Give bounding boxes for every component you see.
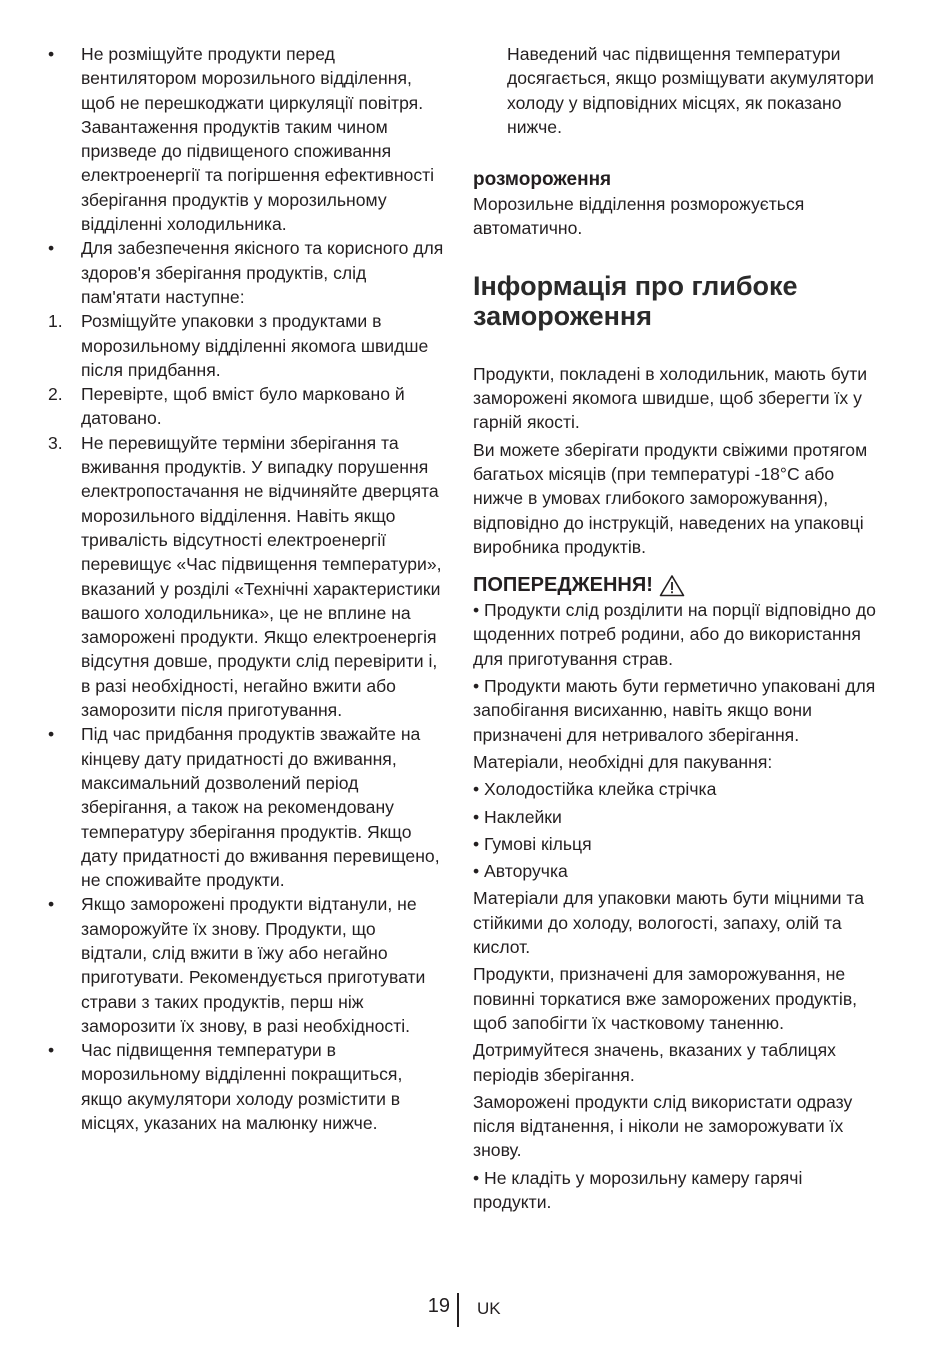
paragraph: • Продукти мають бути герметично упаковані для запобігання висиханню, навіть якщо вони призначені для нетривалого зберігання. — [473, 676, 876, 745]
defrost-heading: розмороження — [473, 169, 612, 191]
list-marker: 2. — [48, 384, 63, 405]
list-item-text: Розміщуйте упаковки з продуктами в морозильному відділенні якомога швидше після придбання. — [81, 311, 429, 380]
list-item-text: Не перевищуйте терміни зберігання та вживання продуктів. У випадку порушення електропостачання не відчиняйте дверцята морозильного відділення. Навіть якщо тривалість відсутності електроенергії перевищує «Час підвищення температури», вказаний у розділі «Технічні характеристики вашого холодильника», це не вплине на заморожені продукти. Якщо електроенергія відсутня довше, продукти слід перевірити і, в разі необхідності, негайно вжити або заморозити після приготування. — [81, 432, 442, 721]
paragraph: Заморожені продукти слід використати одразу після відтанення, і ніколи не заморожувати їх знову. — [473, 1091, 853, 1161]
paragraph: Матеріали для упаковки мають бути міцними та стійкими до холоду, вологості, запаху, олій та кислот. — [473, 888, 864, 958]
list-item-text: Якщо заморожені продукти відтанули, не заморожуйте їх знову. Продукти, що відтали, слід вжити в їжу або негайно приготувати. Рекомендується приготувати страви з таких продуктів, перш ніж заморозити їх знову, в разі необхідності. — [81, 894, 426, 1036]
list-marker: • — [48, 1040, 55, 1061]
list-marker: • — [48, 44, 55, 64]
left-column — [45, 42, 445, 1135]
warning-triangle-icon — [659, 574, 685, 597]
list-item — [45, 309, 445, 382]
list-item-text: Час підвищення температури в морозильному відділенні покращиться, якщо акумулятори холоду розмістити в місцях, указаних на малюнку нижче. — [81, 1040, 403, 1134]
paragraph: • Наклейки — [473, 806, 562, 827]
warning-heading — [473, 572, 878, 598]
page-footer — [0, 1293, 950, 1327]
list-item — [45, 431, 445, 723]
warning-label: ПОПЕРЕДЖЕННЯ! — [473, 574, 653, 597]
paragraph: Продукти, покладені в холодильник, мають бути заморожені якомога швидше, щоб зберегти їх у гарній якості. — [473, 363, 868, 433]
footer-divider — [457, 1293, 459, 1327]
paragraph: • Продукти слід розділити на порції відповідно до щоденних потреб родини, або до використання для приготування страв. — [473, 600, 876, 669]
paragraph: • Гумові кільця — [473, 833, 592, 854]
paragraph: • Не кладіть у морозильну камеру гарячі продукти. — [473, 1167, 803, 1212]
defrost-text: Морозильне відділення розморожується автоматично. — [473, 194, 805, 239]
right-column — [473, 42, 878, 1217]
page-number: 19 — [427, 1295, 450, 1317]
section-heading: Інформація про глибоке замороження — [473, 270, 798, 331]
list-marker: 1. — [48, 311, 63, 332]
list-marker: 3. — [48, 432, 63, 453]
list-marker: • — [48, 894, 55, 915]
list-item — [45, 722, 445, 892]
list-marker: • — [48, 724, 55, 745]
list-item-text: Для забезпечення якісного та корисного для здоров'я зберігання продуктів, слід пам'ятати наступне: — [81, 238, 444, 307]
list-item — [45, 382, 445, 431]
language-code: UK — [477, 1299, 501, 1318]
list-item — [45, 892, 445, 1038]
paragraph: • Авторучка — [473, 861, 568, 882]
paragraph: • Холодостійка клейка стрічка — [473, 779, 717, 800]
continuation-text: Наведений час підвищення температури досягається, якщо розміщувати акумулятори холоду у відповідних місцях, як показано нижче. — [507, 44, 874, 137]
paragraph: Ви можете зберігати продукти свіжими протягом багатьох місяців (при температурі -18°C або нижче в умовах глибокого заморожування), відповідно до інструкцій, наведених на упаковці виробника продуктів. — [473, 439, 868, 557]
paragraph: Матеріали, необхідні для пакування: — [473, 751, 773, 772]
paragraph: Продукти, призначені для заморожування, не повинні торкатися вже заморожених продуктів, щоб запобігти їх частковому таненню. — [473, 964, 858, 1033]
list-item-text: Не розміщуйте продукти перед вентилятором морозильного відділення, щоб не перешкоджати циркуляції повітря. Завантаження продуктів таким чином призведе до підвищеного споживання електроенергії та погіршення ефективності зберігання продуктів у морозильному відділенні холодильника. — [81, 44, 435, 235]
list-item — [45, 236, 445, 309]
list-item-text: Під час придбання продуктів зважайте на кінцеву дату придатності до вживання, максимальний дозволений період зберігання, а також на рекомендовану температуру зберігання продуктів. Якщо дату придатності до вживання перевищено, не споживайте продукти. — [81, 724, 440, 891]
list-item — [45, 42, 445, 236]
list-marker: • — [48, 238, 55, 259]
paragraph: Дотримуйтеся значень, вказаних у таблицях періодів зберігання. — [473, 1040, 836, 1085]
list-item — [45, 1038, 445, 1135]
list-item-text: Перевірте, щоб вміст було марковано й датовано. — [81, 384, 405, 429]
